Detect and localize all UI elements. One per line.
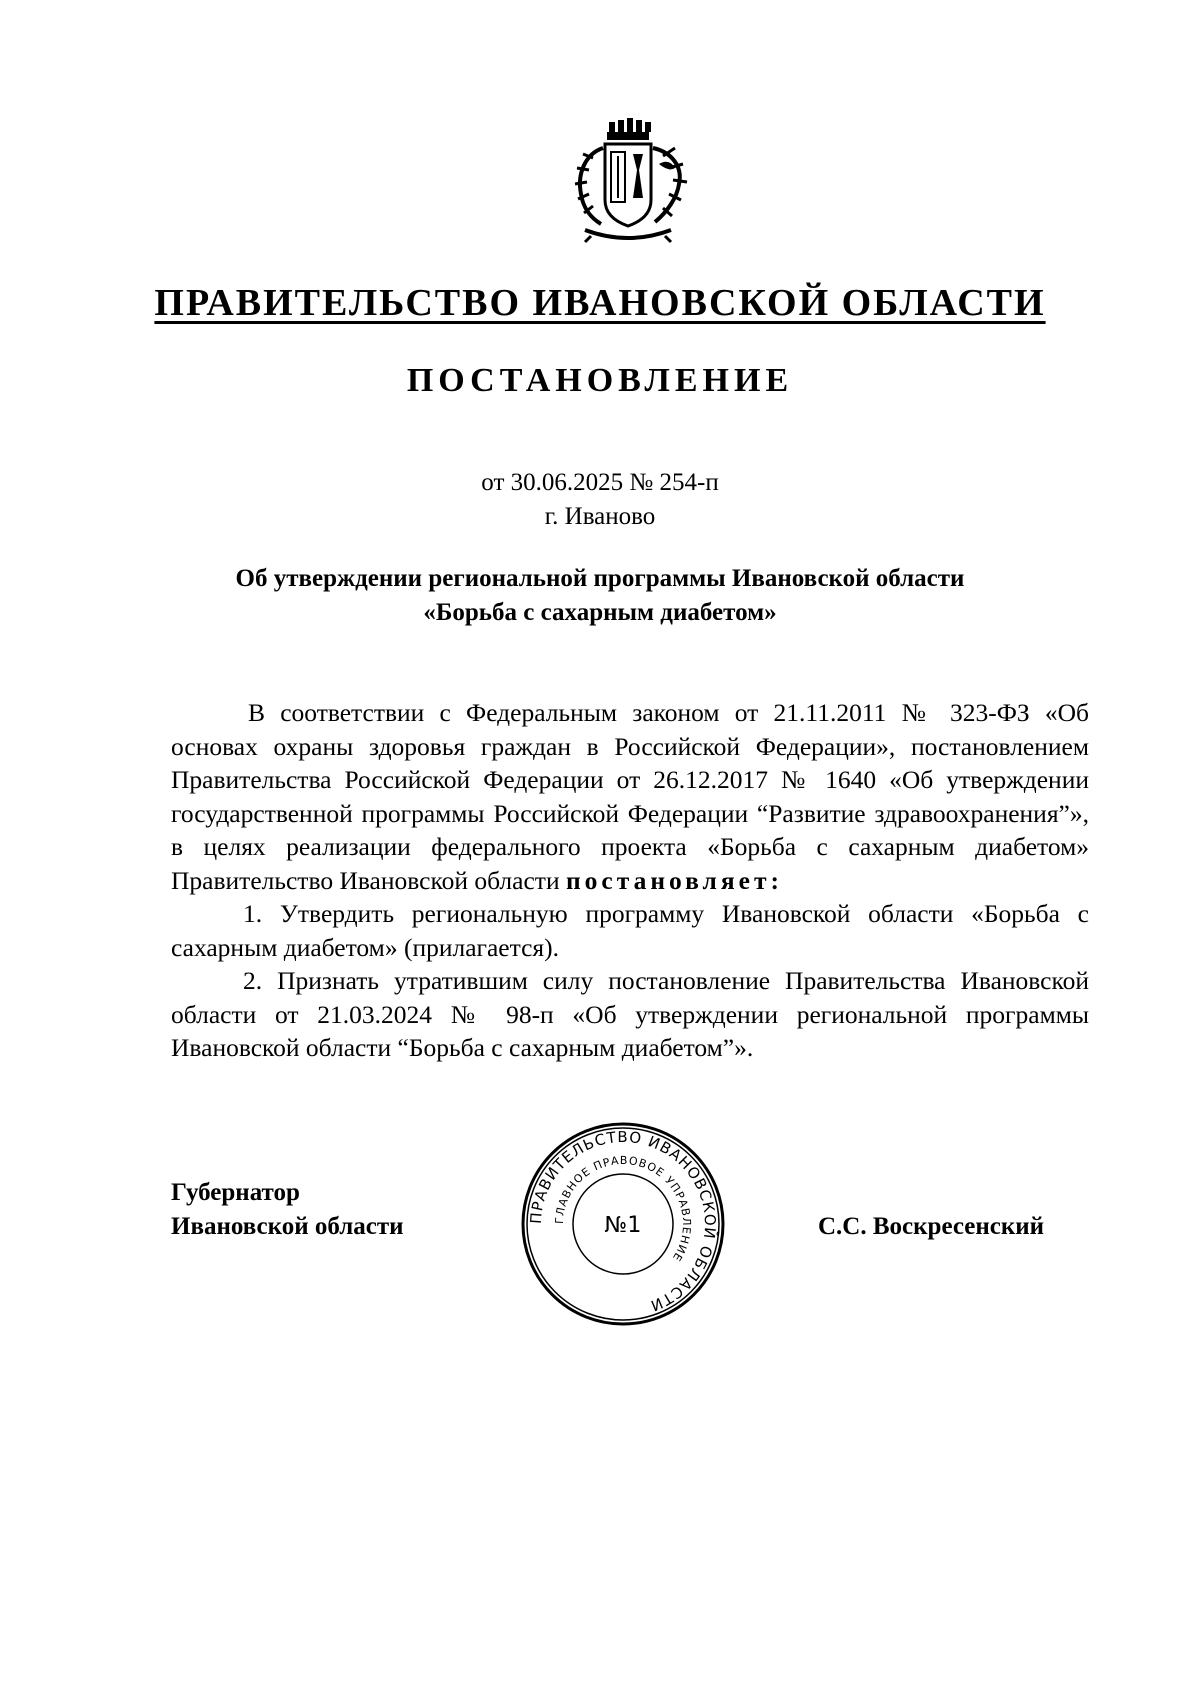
signatory-title-line-2: Ивановской области [171, 1213, 404, 1240]
decree-item-2: 2. Признать утратившим силу постановление Правительства Ивановской области от 21.03.2024 № 98-п «Об утверждении региональной программы Ивановской области “Борьба с сахарным диабетом”». [171, 966, 1089, 1062]
decree-item-1: 1. Утвердить региональную программу Ивановской области «Борьба с сахарным диабетом» (прилагается). [171, 899, 1089, 962]
preamble-text: В соответствии с Федеральным законом от 21.11.2011 № 323-ФЗ «Об основах охраны здоровья граждан в Российской Федерации», постановлением Правительства Российской Федерации от 26.12.2017 № 1640 «Об утверждении государственной программы Российской Федерации “Развитие здравоохранения”», в целях реализации федерального проекта «Борьба с сахарным диабетом» Правительство Ивановской области [171, 698, 1089, 895]
organization-title-text: ПРАВИТЕЛЬСТВО ИВАНОВСКОЙ ОБЛАСТИ [154, 282, 1046, 324]
official-stamp [517, 1118, 729, 1330]
signatory-name: С.С. Воскресенский [818, 1213, 1045, 1240]
stamp-ring-text: ПРАВИТЕЛЬСТВО ИВАНОВСКОЙ ОБЛАСТИ [526, 1127, 720, 1315]
document-subject-line-1: Об утверждении региональной программы Ивановской области [235, 565, 965, 592]
preamble-paragraph [171, 696, 1089, 897]
document-meta [0, 466, 1200, 534]
ivanovo-coat-of-arms-icon [555, 118, 701, 246]
decree-word: постановляет: [565, 865, 783, 895]
stamp-inner-text: ГЛАВНОЕ ПРАВОВОЕ УПРАВЛЕНИЕ [552, 1153, 694, 1265]
signatory-title [171, 1176, 404, 1244]
organization-title [0, 280, 1200, 326]
document-date-number: от 30.06.2025 № 254-п [481, 469, 719, 496]
document-city: г. Иваново [544, 503, 656, 530]
document-subject-line-2: «Борьба с сахарным диабетом» [423, 599, 777, 626]
signatory-title-line-1: Губернатор [171, 1179, 300, 1206]
stamp-number: №1 [604, 1213, 642, 1238]
svg-text:ГЛАВНОЕ ПРАВОВОЕ УПРАВЛЕНИЕ [553, 1154, 693, 1264]
document-type: ПОСТАНОВЛЕНИЕ [406, 362, 794, 399]
document-body [171, 696, 1089, 1065]
document-subject [0, 562, 1200, 630]
